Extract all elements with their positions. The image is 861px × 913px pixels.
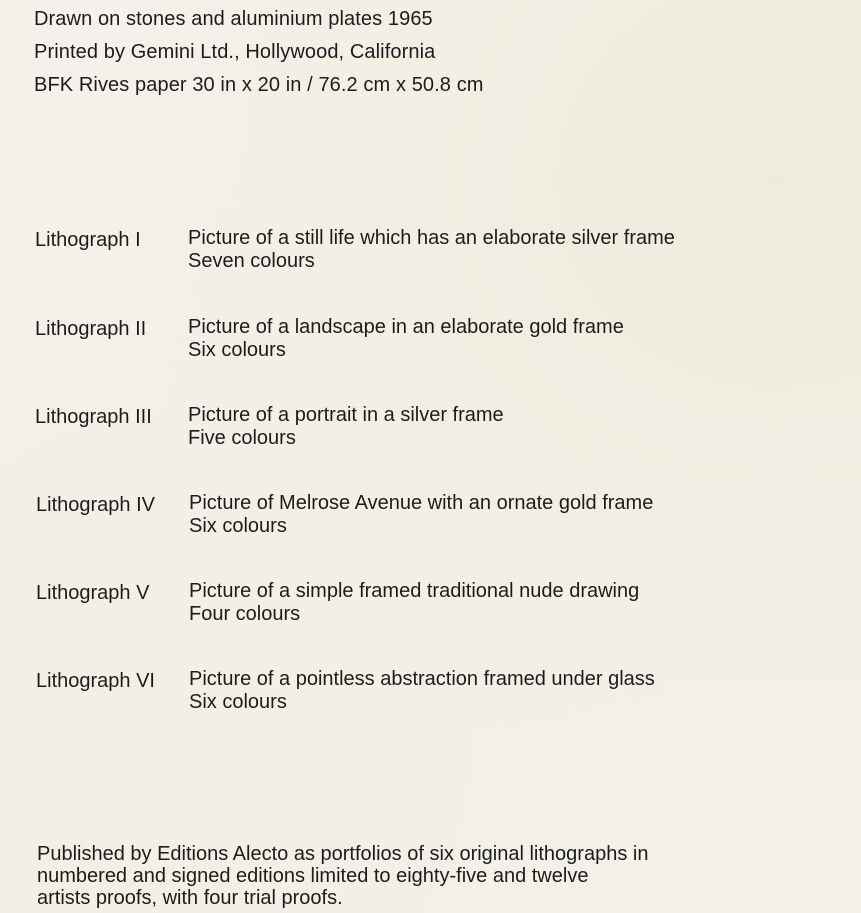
lithograph-description: Picture of a pointless abstraction framed under glass [189,668,655,690]
lithograph-entry-2 [35,318,835,366]
publication-note [37,843,827,909]
lithograph-colours: Seven colours [188,250,315,272]
lithograph-label: Lithograph VI [36,670,155,692]
publication-note-line: numbered and signed editions limited to eighty-five and twelve [37,865,589,887]
lithograph-label: Lithograph II [35,318,147,340]
lithograph-description: Picture of Melrose Avenue with an ornate gold frame [189,492,654,514]
publication-note-line: Published by Editions Alecto as portfolios of six original lithographs in [37,843,649,865]
lithograph-description: Picture of a simple framed traditional nude drawing [189,580,640,602]
lithograph-label: Lithograph IV [36,494,155,516]
lithograph-description: Picture of a portrait in a silver frame [188,404,504,426]
lithograph-colours: Four colours [189,603,301,625]
lithograph-colours: Five colours [188,427,296,449]
lithograph-colours: Six colours [189,515,287,537]
lithograph-entry-5 [36,582,836,630]
lithograph-description: Picture of a landscape in an elaborate gold frame [188,316,624,338]
publication-note-line: artists proofs, with four trial proofs. [37,887,343,909]
lithograph-entry-6 [36,670,836,718]
header-paper-line: BFK Rives paper 30 in x 20 in / 76.2 cm x 50.8 cm [34,74,484,96]
lithograph-colours: Six colours [189,691,287,713]
lithograph-label: Lithograph III [35,406,152,428]
header-production-line: Drawn on stones and aluminium plates 1965 [34,8,433,30]
lithograph-description: Picture of a still life which has an elaborate silver frame [188,227,675,249]
lithograph-entry-4 [36,494,836,542]
lithograph-entry-1 [35,229,835,277]
lithograph-entry-3 [35,406,835,454]
lithograph-label: Lithograph I [35,229,141,251]
header-printer-line: Printed by Gemini Ltd., Hollywood, California [34,41,436,63]
lithograph-colours: Six colours [188,339,286,361]
lithograph-label: Lithograph V [36,582,150,604]
